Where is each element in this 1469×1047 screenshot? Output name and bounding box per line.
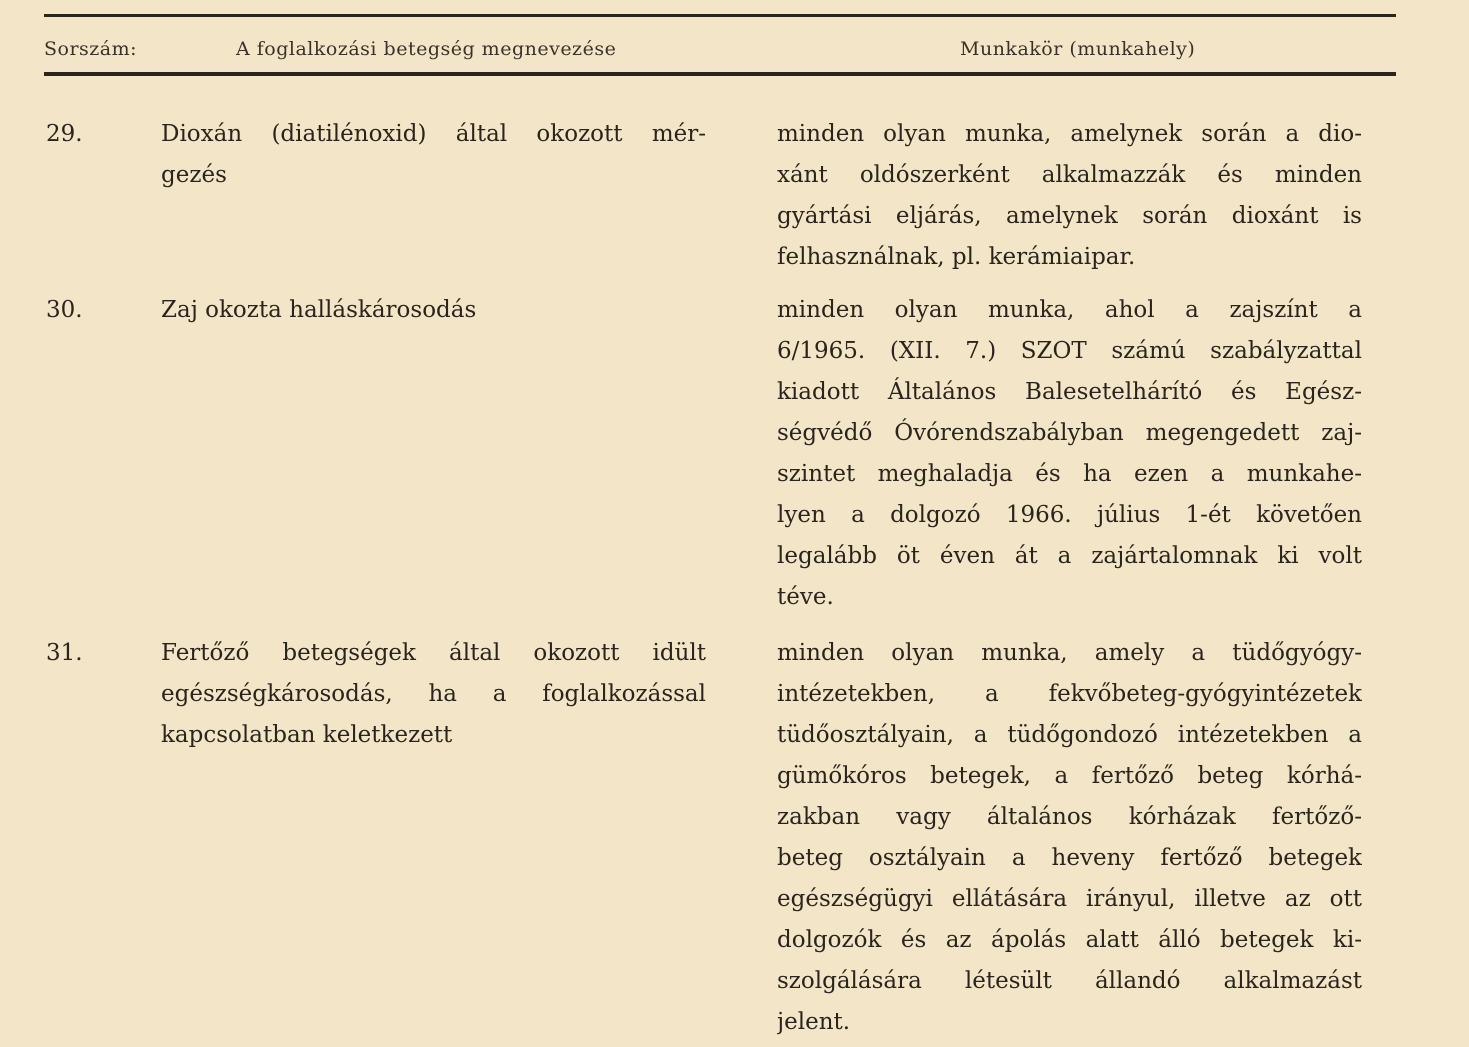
job-line: szintet meghaladja és ha ezen a munkahe- xyxy=(777,461,1362,487)
disease-line: Zaj okozta halláskárosodás xyxy=(161,297,477,323)
job-line: legalább öt éven át a zajártalomnak ki volt xyxy=(777,543,1362,569)
job-line: egészségügyi ellátására irányul, illetve az ott xyxy=(777,886,1362,912)
disease-name xyxy=(161,290,706,331)
entry-number: 30. xyxy=(46,297,83,323)
job-line: jelent. xyxy=(777,1009,851,1035)
job-line: dolgozók és az ápolás alatt álló betegek ki- xyxy=(777,927,1362,953)
disease-line: Fertőző betegségek által okozott idült xyxy=(161,640,706,666)
job-line: minden olyan munka, amelynek során a dio- xyxy=(777,121,1362,147)
job-line: tüdőosztályain, a tüdőgondozó intézetekben a xyxy=(777,722,1362,748)
job-line: gyártási eljárás, amelynek során dioxánt is xyxy=(777,203,1362,229)
disease-line: gezés xyxy=(161,162,227,188)
header-top-rule xyxy=(44,14,1396,17)
job-line: lyen a dolgozó 1966. július 1-ét követően xyxy=(777,502,1362,528)
header-bottom-rule xyxy=(44,72,1396,76)
disease-name xyxy=(161,114,706,196)
job-line: zakban vagy általános kórházak fertőző- xyxy=(777,804,1362,830)
job-line: xánt oldószerként alkalmazzák és minden xyxy=(777,162,1362,188)
entry-number: 29. xyxy=(46,121,83,147)
job-line: téve. xyxy=(777,584,834,610)
job-description xyxy=(777,633,1362,1043)
header-number-label: Sorszám: xyxy=(44,38,138,60)
job-line: minden olyan munka, amely a tüdőgyógy- xyxy=(777,640,1362,666)
job-line: felhasználnak, pl. kerámiaipar. xyxy=(777,244,1136,270)
job-line: 6/1965. (XII. 7.) SZOT számú szabályzattal xyxy=(777,338,1362,364)
disease-name xyxy=(161,633,706,756)
disease-line: Dioxán (diatilénoxid) által okozott mér- xyxy=(161,121,706,147)
entry-number: 31. xyxy=(46,640,83,666)
header-job-label: Munkakör (munkahely) xyxy=(960,38,1196,60)
job-line: ségvédő Óvórendszabályban megengedett zaj- xyxy=(777,420,1362,446)
job-description xyxy=(777,290,1362,618)
job-line: kiadott Általános Balesetelhárító és Egész- xyxy=(777,379,1362,405)
job-line: minden olyan munka, ahol a zajszínt a xyxy=(777,297,1362,323)
disease-line: kapcsolatban keletkezett xyxy=(161,722,453,748)
job-line: intézetekben, a fekvőbeteg-gyógyintézetek xyxy=(777,681,1362,707)
job-line: beteg osztályain a heveny fertőző betegek xyxy=(777,845,1362,871)
disease-line: egészségkárosodás, ha a foglalkozással xyxy=(161,681,706,707)
job-line: gümőkóros betegek, a fertőző beteg kórhá- xyxy=(777,763,1362,789)
header-disease-label: A foglalkozási betegség megnevezése xyxy=(236,38,617,60)
job-description xyxy=(777,114,1362,278)
job-line: szolgálására létesült állandó alkalmazást xyxy=(777,968,1362,994)
